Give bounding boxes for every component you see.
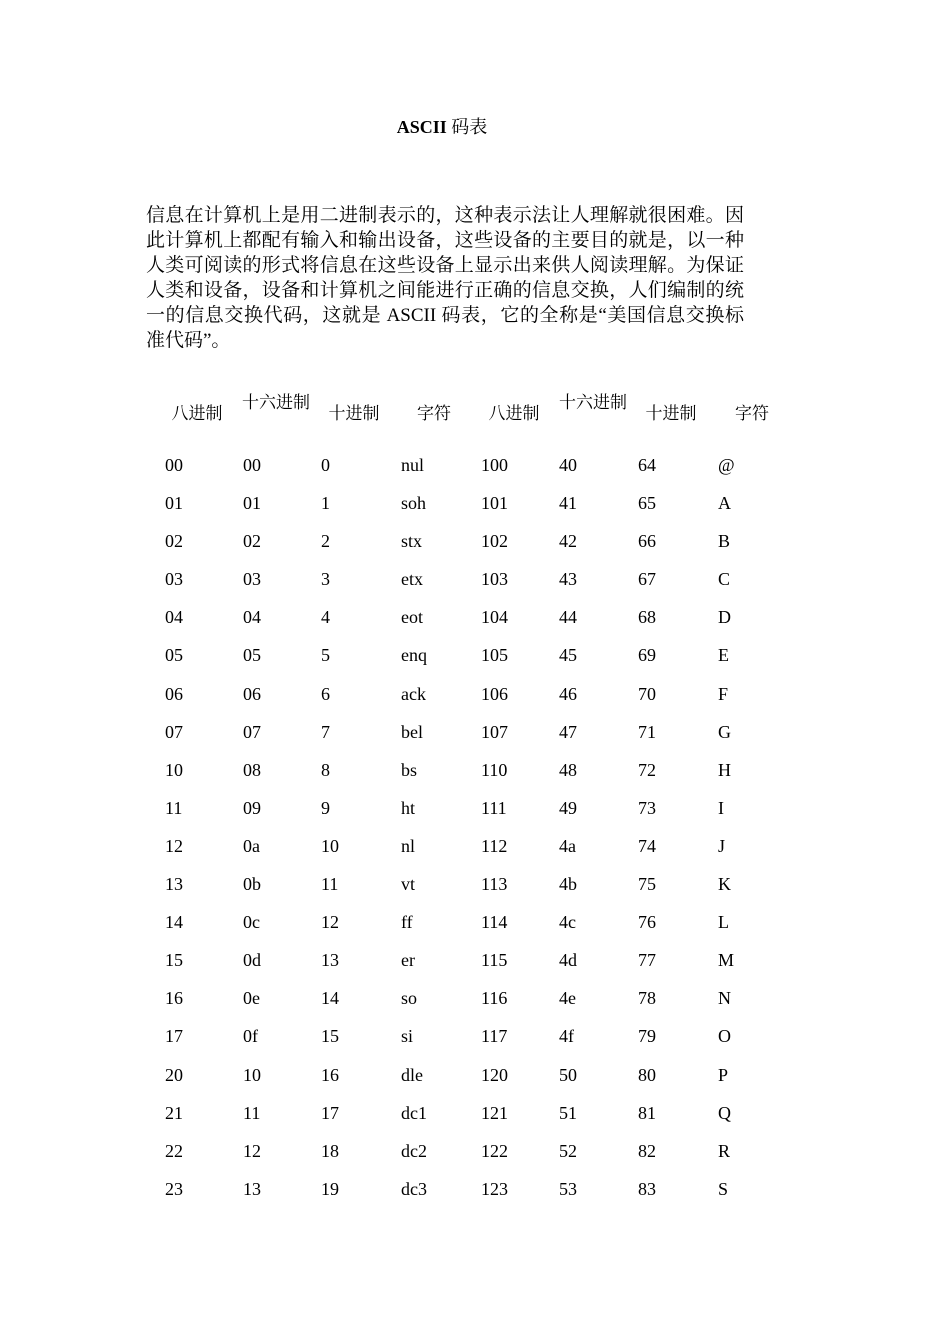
char-cell-2: D: [718, 607, 731, 628]
char-cell-2: @: [718, 455, 735, 475]
char-cell: ff: [401, 912, 413, 933]
decimal-cell-2: 81: [638, 1102, 656, 1123]
hex-cell: 00: [243, 455, 261, 475]
hex-cell: 07: [243, 721, 261, 742]
hex-cell: 13: [243, 1178, 261, 1199]
octal-cell-2: 106: [481, 683, 508, 704]
table-row: [0, 758, 950, 796]
hex-cell-2: 42: [559, 531, 577, 552]
decimal-cell-2: 78: [638, 988, 656, 1009]
octal-cell-2: 117: [481, 1026, 508, 1047]
octal-cell-2: 100: [481, 455, 508, 475]
char-cell-2: R: [718, 1140, 731, 1161]
char-cell: dc3: [401, 1178, 427, 1199]
char-cell: ht: [401, 797, 416, 818]
decimal-cell: 6: [321, 683, 330, 704]
octal-cell: 01: [165, 493, 183, 514]
octal-cell: 04: [165, 607, 183, 628]
decimal-cell: 4: [321, 607, 330, 628]
char-cell: vt: [401, 874, 416, 895]
octal-cell: 07: [165, 721, 183, 742]
octal-cell: 17: [165, 1026, 183, 1047]
char-cell-2: P: [718, 1064, 729, 1085]
table-row: [0, 567, 950, 605]
octal-cell: 11: [165, 797, 183, 818]
char-cell: so: [401, 988, 418, 1009]
octal-cell: 14: [165, 912, 183, 933]
decimal-cell-2: 69: [638, 645, 656, 666]
char-cell-2: M: [718, 950, 735, 971]
decimal-cell: 9: [321, 797, 330, 818]
decimal-cell-2: 70: [638, 683, 656, 704]
hex-cell: 12: [243, 1140, 261, 1161]
octal-cell: 23: [165, 1178, 183, 1199]
decimal-cell-2: 68: [638, 607, 656, 628]
table-row: [0, 796, 950, 834]
table-row: [0, 491, 950, 529]
decimal-cell: 19: [321, 1178, 339, 1199]
octal-cell: 22: [165, 1140, 183, 1161]
table-row: [0, 643, 950, 681]
octal-cell-2: 104: [481, 607, 508, 628]
char-cell: soh: [401, 493, 427, 514]
decimal-cell: 17: [321, 1102, 339, 1123]
decimal-cell-2: 65: [638, 493, 656, 514]
char-cell-2: I: [718, 797, 724, 818]
decimal-cell-2: 67: [638, 569, 656, 590]
char-cell-2: N: [718, 988, 731, 1009]
decimal-cell-2: 76: [638, 912, 656, 933]
hex-cell-2: 4a: [559, 835, 576, 856]
octal-cell: 16: [165, 988, 183, 1009]
char-cell-2: O: [718, 1026, 731, 1047]
decimal-cell-2: 64: [638, 455, 656, 475]
char-cell: enq: [401, 645, 427, 666]
table-row: [0, 1177, 950, 1215]
octal-cell-2: 121: [481, 1102, 508, 1123]
decimal-cell: 7: [321, 721, 330, 742]
hex-cell: 09: [243, 797, 261, 818]
decimal-cell: 10: [321, 835, 339, 856]
table-row: [0, 948, 950, 986]
header-octal-2: 八进制: [488, 404, 540, 424]
octal-cell-2: 116: [481, 988, 508, 1009]
hex-cell: 0d: [243, 950, 261, 971]
char-cell-2: F: [718, 683, 729, 704]
char-cell: dc2: [401, 1140, 427, 1161]
table-row: [0, 872, 950, 910]
octal-cell: 15: [165, 950, 183, 971]
decimal-cell-2: 73: [638, 797, 656, 818]
hex-cell-2: 51: [559, 1102, 577, 1123]
octal-cell-2: 110: [481, 759, 508, 780]
hex-cell: 01: [243, 493, 261, 514]
hex-cell: 0e: [243, 988, 260, 1009]
octal-cell-2: 113: [481, 874, 508, 895]
table-row: [0, 834, 950, 872]
hex-cell: 05: [243, 645, 261, 666]
decimal-cell: 5: [321, 645, 330, 666]
char-cell-2: S: [718, 1178, 729, 1199]
char-cell-2: H: [718, 759, 731, 780]
char-cell-2: L: [718, 912, 729, 933]
octal-cell-2: 103: [481, 569, 508, 590]
char-cell: bel: [401, 721, 423, 742]
decimal-cell-2: 75: [638, 874, 656, 895]
char-cell: si: [401, 1026, 414, 1047]
header-char: 字符: [417, 404, 451, 424]
hex-cell: 06: [243, 683, 261, 704]
hex-cell: 0b: [243, 874, 261, 895]
char-cell: bs: [401, 759, 418, 780]
octal-cell-2: 112: [481, 835, 508, 856]
octal-cell-2: 114: [481, 912, 508, 933]
table-row: [0, 1063, 950, 1101]
octal-cell-2: 122: [481, 1140, 508, 1161]
hex-cell-2: 4e: [559, 988, 576, 1009]
hex-cell-2: 44: [559, 607, 577, 628]
octal-cell-2: 111: [481, 797, 507, 818]
table-row: [0, 986, 950, 1024]
hex-cell-2: 53: [559, 1178, 577, 1199]
decimal-cell: 18: [321, 1140, 339, 1161]
hex-cell-2: 4b: [559, 874, 577, 895]
hex-cell-2: 4c: [559, 912, 576, 933]
decimal-cell-2: 66: [638, 531, 656, 552]
header-hex-2: 十六进制: [559, 393, 627, 413]
decimal-cell: 1: [321, 493, 330, 514]
hex-cell: 10: [243, 1064, 261, 1085]
char-cell-2: A: [718, 493, 731, 514]
header-hex: 十六进制: [242, 393, 310, 413]
decimal-cell: 8: [321, 759, 330, 780]
hex-cell-2: 4f: [559, 1026, 574, 1047]
decimal-cell: 13: [321, 950, 339, 971]
hex-cell: 0f: [243, 1026, 258, 1047]
hex-cell: 11: [243, 1102, 261, 1123]
octal-cell: 13: [165, 874, 183, 895]
octal-cell: 05: [165, 645, 183, 666]
hex-cell-2: 45: [559, 645, 577, 666]
hex-cell-2: 4d: [559, 950, 577, 971]
char-cell-2: C: [718, 569, 731, 590]
table-row: [0, 1101, 950, 1139]
octal-cell-2: 102: [481, 531, 508, 552]
char-cell: er: [401, 950, 415, 971]
decimal-cell: 3: [321, 569, 330, 590]
table-row: [0, 1139, 950, 1177]
ascii-table-header: [0, 390, 950, 440]
octal-cell: 00: [165, 455, 183, 475]
table-row: [0, 529, 950, 567]
hex-cell-2: 46: [559, 683, 577, 704]
octal-cell: 02: [165, 531, 183, 552]
decimal-cell: 15: [321, 1026, 339, 1047]
hex-cell-2: 52: [559, 1140, 577, 1161]
hex-cell: 03: [243, 569, 261, 590]
table-row: [0, 720, 950, 758]
decimal-cell-2: 77: [638, 950, 656, 971]
decimal-cell-2: 82: [638, 1140, 656, 1161]
char-cell: dle: [401, 1064, 423, 1085]
hex-cell: 04: [243, 607, 261, 628]
octal-cell: 21: [165, 1102, 183, 1123]
decimal-cell: 0: [321, 455, 330, 475]
char-cell: eot: [401, 607, 423, 628]
decimal-cell-2: 71: [638, 721, 656, 742]
char-cell-2: J: [718, 835, 726, 856]
char-cell: nul: [401, 455, 425, 475]
octal-cell-2: 120: [481, 1064, 508, 1085]
char-cell: stx: [401, 531, 423, 552]
octal-cell-2: 107: [481, 721, 508, 742]
octal-cell: 03: [165, 569, 183, 590]
decimal-cell: 16: [321, 1064, 339, 1085]
hex-cell: 0a: [243, 835, 260, 856]
decimal-cell-2: 74: [638, 835, 656, 856]
hex-cell-2: 47: [559, 721, 577, 742]
page-title: [0, 116, 884, 138]
char-cell: etx: [401, 569, 423, 590]
decimal-cell-2: 83: [638, 1178, 656, 1199]
hex-cell: 0c: [243, 912, 260, 933]
hex-cell-2: 41: [559, 493, 577, 514]
octal-cell-2: 101: [481, 493, 508, 514]
page-title-latin: ASCII: [396, 117, 447, 137]
char-cell-2: G: [718, 721, 731, 742]
hex-cell-2: 50: [559, 1064, 577, 1085]
header-decimal: 十进制: [328, 404, 380, 424]
hex-cell-2: 48: [559, 759, 577, 780]
octal-cell: 10: [165, 759, 183, 780]
octal-cell-2: 115: [481, 950, 508, 971]
hex-cell-2: 49: [559, 797, 577, 818]
table-row: [0, 605, 950, 643]
table-row: [0, 682, 950, 720]
table-row: [0, 910, 950, 948]
decimal-cell: 2: [321, 531, 330, 552]
decimal-cell-2: 72: [638, 759, 656, 780]
hex-cell: 08: [243, 759, 261, 780]
octal-cell: 06: [165, 683, 183, 704]
char-cell: ack: [401, 683, 426, 704]
table-row: [0, 453, 950, 491]
decimal-cell-2: 80: [638, 1064, 656, 1085]
char-cell-2: B: [718, 531, 731, 552]
decimal-cell: 14: [321, 988, 339, 1009]
decimal-cell: 12: [321, 912, 339, 933]
octal-cell-2: 105: [481, 645, 508, 666]
header-octal: 八进制: [171, 404, 223, 424]
char-cell: dc1: [401, 1102, 427, 1123]
header-char-2: 字符: [735, 404, 769, 424]
header-decimal-2: 十进制: [645, 404, 697, 424]
octal-cell-2: 123: [481, 1178, 508, 1199]
octal-cell: 12: [165, 835, 183, 856]
page-title-cjk: 码表: [451, 117, 488, 137]
hex-cell: 02: [243, 531, 261, 552]
char-cell: nl: [401, 835, 416, 856]
ascii-table-body: [0, 453, 950, 1215]
hex-cell-2: 43: [559, 569, 577, 590]
decimal-cell-2: 79: [638, 1026, 656, 1047]
decimal-cell: 11: [321, 874, 339, 895]
char-cell-2: K: [718, 874, 731, 895]
table-row: [0, 1024, 950, 1062]
hex-cell-2: 40: [559, 455, 577, 475]
char-cell-2: Q: [718, 1102, 731, 1123]
octal-cell: 20: [165, 1064, 183, 1085]
char-cell-2: E: [718, 645, 729, 666]
intro-paragraph: 信息在计算机上是用二进制表示的，这种表示法让人理解就很困难。因此计算机上都配有输入和输出设备，这些设备的主要目的就是，以一种人类可阅读的形式将信息在这些设备上显示出来供人阅读理解。为保证人类和设备，设备和计算机之间能进行正确的信息交换，人们编制的统一的信息交换代码，这就是 ASCII 码表，它的全称是“美国信息交换标准代码”。: [146, 205, 744, 351]
